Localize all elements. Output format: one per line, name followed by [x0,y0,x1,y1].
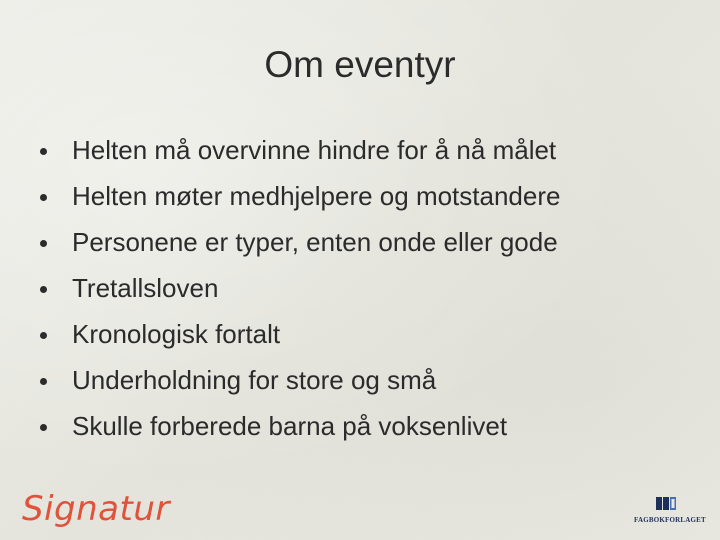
signatur-logo: Signatur [22,489,170,529]
bullet-item [40,224,560,270]
bullet-item [40,270,560,316]
bullet-dot-icon [40,286,47,293]
bullet-item [40,316,560,362]
bullet-item [40,178,560,224]
publisher-name: FAGBOKFORLAGET [634,516,706,524]
bullet-dot-icon [40,378,47,385]
bullet-text: Helten må overvinne hindre for å nå målet [72,135,557,165]
bullet-dot-icon [40,424,47,431]
bullet-text: Skulle forberede barna på voksenlivet [72,411,508,441]
bullet-item [40,408,560,454]
bullet-dot-icon [40,332,47,339]
bullet-dot-icon [40,194,47,201]
bullet-list [40,132,560,454]
bullet-text: Underholdning for store og små [72,365,437,395]
bullet-item [40,362,560,408]
slide-title: Om eventyr [264,44,456,85]
bullet-dot-icon [40,240,47,247]
bullet-item [40,132,560,178]
bullet-text: Helten møter medhjelpere og motstandere [72,181,561,211]
book-icon [630,494,706,534]
bullet-text: Kronologisk fortalt [72,319,281,349]
bullet-text: Tretallsloven [72,273,219,303]
bullet-dot-icon [40,148,47,155]
bullet-text: Personene er typer, enten onde eller gode [72,227,558,257]
